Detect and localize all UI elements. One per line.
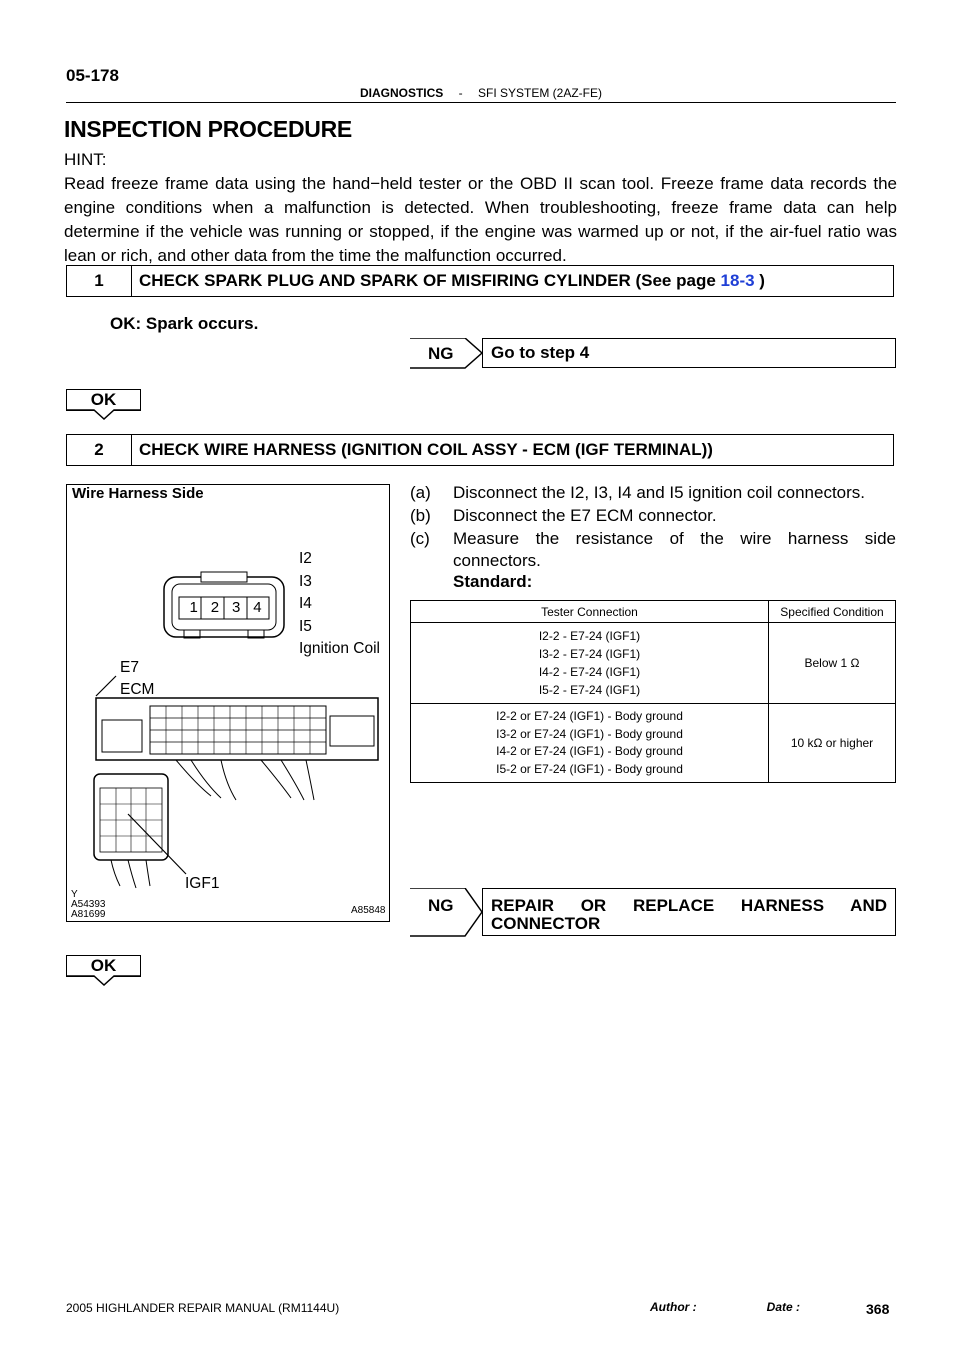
connection-line: I4-2 or E7-24 (IGF1) - Body ground	[496, 744, 683, 758]
connection-line: I5-2 - E7-24 (IGF1)	[538, 683, 641, 697]
table-cell: Below 1 Ω	[769, 623, 896, 704]
spec-table	[410, 600, 896, 783]
step-1-number: 1	[67, 266, 132, 296]
procedure-c-text: Measure the resistance of the wire harness side connectors.	[453, 529, 896, 570]
coil-label-name: Ignition Coil	[299, 640, 380, 657]
procedure-c	[410, 528, 900, 576]
coil-label-i2: I2	[299, 550, 312, 567]
table-header: Tester Connection	[411, 601, 769, 623]
ecm-label-name: ECM	[120, 681, 155, 698]
hint-label: HINT:	[64, 150, 107, 169]
figure-title: Wire Harness Side	[72, 485, 204, 502]
coil-label-i5: I5	[299, 617, 312, 635]
author-label: Author :	[650, 1300, 697, 1314]
step-1-text: CHECK SPARK PLUG AND SPARK OF MISFIRING CYLINDER (See page	[139, 271, 716, 290]
date-label: Date :	[766, 1300, 800, 1314]
ng-arrow-icon	[410, 338, 490, 370]
table-cell	[411, 623, 769, 704]
author-date	[650, 1300, 800, 1314]
section-name: DIAGNOSTICS	[359, 86, 444, 100]
ok-tag: OK	[66, 389, 141, 411]
table-header: Specified Condition	[769, 601, 896, 623]
figure-codes	[71, 890, 105, 920]
ng-action-box	[482, 338, 896, 368]
step-2-box	[66, 434, 894, 466]
step-1-title	[132, 271, 765, 291]
connection-line: I3-2 or E7-24 (IGF1) - Body ground	[496, 726, 683, 741]
ecm-labels	[120, 657, 154, 701]
table-cell: 10 kΩ or higher	[769, 704, 896, 783]
coil-labels	[299, 548, 380, 661]
procedure-c-tag: (c)	[410, 529, 430, 548]
pin-1: 1	[189, 599, 198, 616]
connection-line: I2-2 - E7-24 (IGF1)	[538, 629, 641, 643]
procedure-b	[410, 505, 900, 529]
figure-code-2: A81699	[71, 909, 106, 920]
section-header	[66, 86, 896, 100]
terminal-label: IGF1	[185, 875, 220, 892]
step-1-close: )	[759, 271, 765, 290]
procedure-b-tag: (b)	[410, 506, 431, 525]
figure-code-right: A85848	[351, 905, 386, 916]
table-header-row	[411, 601, 896, 623]
table-row	[411, 623, 896, 704]
connection-line: I3-2 - E7-24 (IGF1)	[538, 647, 641, 661]
ng-action-2: REPAIR OR REPLACE HARNESS AND CONNECTOR	[491, 896, 887, 933]
table-cell	[411, 704, 769, 783]
ng-label-2: NG	[428, 896, 454, 915]
figure-code-y: Y	[71, 889, 78, 900]
procedure-a-tag: (a)	[410, 483, 431, 502]
step-2-title: CHECK WIRE HARNESS (IGNITION COIL ASSY - ECM (IGF TERMINAL))	[139, 440, 713, 459]
pin-2: 2	[210, 599, 220, 616]
page-number: 05-178	[66, 66, 119, 85]
table-row	[411, 704, 896, 783]
ok-arrow-icon	[66, 955, 142, 987]
ok-arrow-icon	[66, 389, 142, 421]
ng-arrow-icon	[410, 888, 490, 938]
ng-label: NG	[428, 344, 454, 363]
ng-action: Go to step 4	[491, 343, 590, 362]
procedure-b-text: Disconnect the E7 ECM connector.	[453, 506, 717, 525]
step-1-box	[66, 265, 894, 297]
ng-action-box-2	[482, 888, 896, 936]
pin-4: 4	[253, 599, 262, 616]
figure-code-1: A54393	[71, 899, 106, 910]
coil-label-i3: I3	[299, 572, 312, 590]
connection-line: I2-2 or E7-24 (IGF1) - Body ground	[496, 709, 683, 723]
page-title: INSPECTION PROCEDURE	[64, 116, 352, 142]
connection-line: I5-2 or E7-24 (IGF1) - Body ground	[496, 761, 683, 776]
connection-line: I4-2 - E7-24 (IGF1)	[538, 665, 641, 679]
coil-label-i4: I4	[299, 595, 312, 612]
standard-label: Standard:	[453, 572, 533, 591]
ok-tag-2: OK	[66, 955, 141, 977]
procedure-a	[410, 482, 900, 506]
procedure-a-text: Disconnect the I2, I3, I4 and I5 ignition coil connectors.	[453, 483, 866, 502]
manual-title: 2005 HIGHLANDER REPAIR MANUAL (RM1144U)	[66, 1301, 340, 1315]
ecm-label-e7: E7	[120, 659, 139, 676]
header-rule	[66, 102, 896, 103]
page-link[interactable]: 18-3	[720, 271, 755, 290]
hint-text: Read freeze frame data using the hand−held tester or the OBD II scan tool. Freeze frame data records the engine conditions when a malfunction is detected. When troubleshooting, freeze frame data can help determine if the vehicle was running or stopped, if the engine was warmed up or not, if the air-fuel ratio was lean or rich, and other data from the time the malfunction occurred.	[64, 174, 897, 265]
header-separator: -	[458, 86, 463, 100]
coil-pins	[183, 599, 268, 616]
ok-condition: OK: Spark occurs.	[110, 314, 259, 333]
step-2-number: 2	[67, 435, 132, 465]
page-footer-number: 368	[866, 1301, 890, 1317]
subsection-name: SFI SYSTEM (2AZ-FE)	[478, 86, 603, 100]
pin-3: 3	[231, 599, 241, 616]
